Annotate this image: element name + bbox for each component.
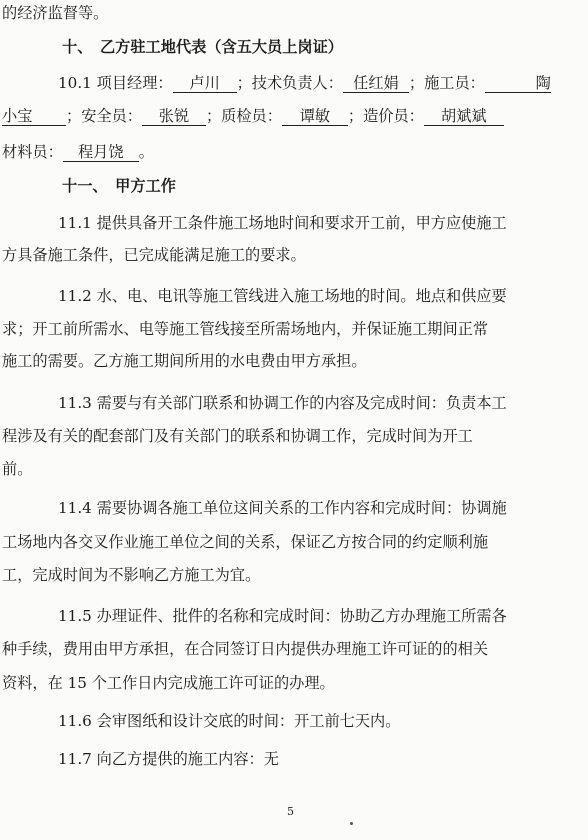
filled-field: 张锐 — [142, 107, 206, 126]
text-line: 程涉及有关的配套部门及有关部门的联系和协调工作，完成时间为开工 — [2, 427, 473, 445]
filled-field: 任红娟 — [343, 74, 409, 93]
filled-field: 程月饶 — [63, 143, 139, 162]
text-line: 方具备施工条件，已完成能满足施工的要求。 — [2, 246, 306, 264]
filled-field: 小宝 — [2, 107, 66, 126]
text-line: 材料员： 程月饶 。 — [2, 143, 154, 161]
text-line: 小宝 ；安全员： 张锐 ；质检员： 谭敏 ；造价员： 胡斌斌 — [2, 105, 588, 127]
filled-field: 谭敏 — [282, 107, 348, 126]
scan-speck — [350, 822, 353, 825]
text-line: 11.4 需要协调各施工单位这间关系的工作内容和完成时间：协调施 — [58, 499, 507, 517]
section-10-heading: 十、 乙方驻工地代表（含五大员上岗证） — [62, 38, 343, 56]
text-line: 11.7 向乙方提供的施工内容：无 — [58, 750, 279, 768]
filled-field: 卢川 — [173, 74, 237, 93]
text-line: 11.1 提供具备开工条件施工场地时间和要求开工前，甲方应使施工 — [58, 214, 507, 232]
page-number: 5 — [287, 805, 294, 818]
text-line: 种手续，费用由甲方承担，在合同签订日内提供办理施工许可证的的相关 — [2, 640, 488, 658]
text-line: 11.5 办理证件、批件的名称和完成时间：协助乙方办理施工所需各 — [58, 607, 507, 625]
text-line: 工场地内各交叉作业施工单位之间的关系，保证乙方按合同的约定顺利施 — [2, 533, 488, 551]
text-line: 11.3 需要与有关部门联系和协调工作的内容及完成时间：负责本工 — [58, 394, 507, 412]
section-11-heading: 十一、 甲方工作 — [62, 177, 176, 195]
text-line: 10.1 项目经理： 卢川 ；技术负责人： 任红娟 ；施工员： 陶 — [58, 74, 551, 92]
filled-field: 胡斌斌 — [424, 107, 504, 126]
text-line: 11.2 水、电、电讯等施工管线进入施工场地的时间。地点和供应要 — [58, 287, 507, 305]
text-line: 工，完成时间为不影响乙方施工为宜。 — [2, 566, 261, 584]
text-line: 的经济监督等。 — [2, 4, 109, 22]
text-line: 11.6 会审图纸和设计交底的时间：开工前七天内。 — [58, 712, 401, 730]
text-line: 施工的需要。乙方施工期间所用的水电费由甲方承担。 — [2, 352, 367, 370]
filled-field: 陶 — [485, 74, 551, 93]
text-line: 前。 — [2, 460, 33, 478]
text-line: 资料，在 15 个工作日内完成施工许可证的办理。 — [2, 674, 335, 692]
text-line: 求；开工前所需水、电等施工管线接至所需场地内，并保证施工期间正常 — [2, 320, 488, 338]
